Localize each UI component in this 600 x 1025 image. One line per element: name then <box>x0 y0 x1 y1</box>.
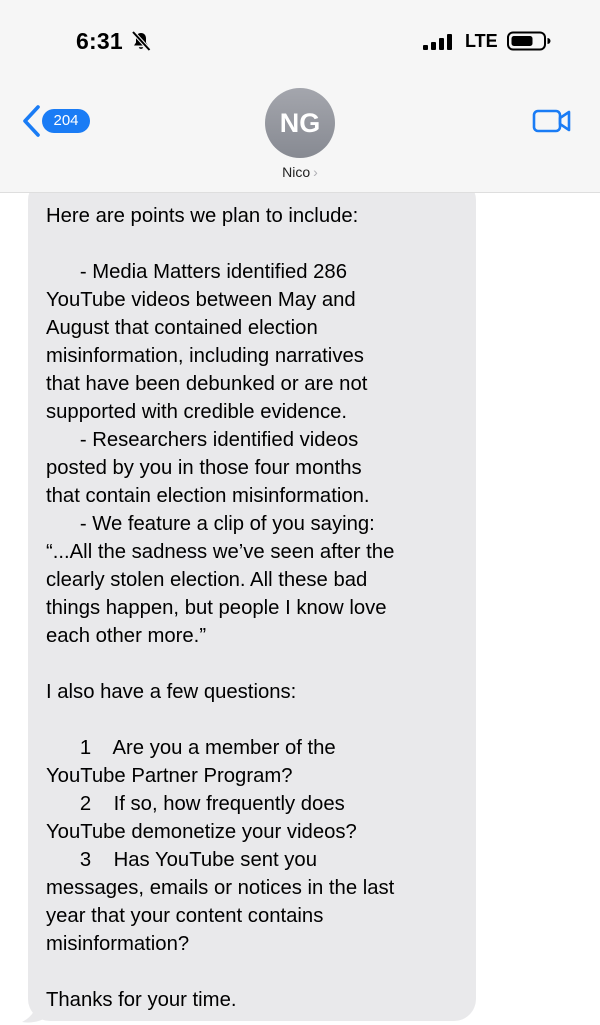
chevron-right-icon: › <box>313 164 318 180</box>
message-line <box>46 230 466 258</box>
status-time: 6:31 <box>76 28 123 54</box>
message-line: “...All the sadness we’ve seen after the <box>46 541 395 563</box>
message-line <box>46 958 466 986</box>
contact-avatar[interactable]: NG <box>265 88 335 158</box>
message-line: 1 Are you a member of the <box>46 737 336 759</box>
message-text <box>46 202 466 1014</box>
message-line: 3 Has YouTube sent you <box>46 849 317 871</box>
message-line: Here are points we plan to include: <box>46 205 359 227</box>
message-line: 2 If so, how frequently does <box>46 793 345 815</box>
message-line: misinformation? <box>46 933 190 955</box>
message-line: year that your content contains <box>46 905 324 927</box>
message-line: misinformation, including narratives <box>46 345 364 367</box>
message-line: posted by you in those four months <box>46 457 362 479</box>
message-line: YouTube demonetize your videos? <box>46 821 357 843</box>
message-line: that have been debunked or are not <box>46 373 368 395</box>
message-line: August that contained election <box>46 317 318 339</box>
message-line: that contain election misinformation. <box>46 485 370 507</box>
message-line: I also have a few questions: <box>46 681 297 703</box>
message-line: supported with credible evidence. <box>46 401 348 423</box>
message-line <box>46 650 466 678</box>
contact-name: Nico <box>282 164 311 180</box>
network-type: LTE <box>465 31 498 51</box>
message-line: things happen, but people I know love <box>46 597 387 619</box>
bell-slash-icon <box>130 30 152 52</box>
message-line: each other more.” <box>46 625 207 647</box>
contact-name-button[interactable] <box>0 164 600 180</box>
message-line: messages, emails or notices in the last <box>46 877 395 899</box>
message-line: clearly stolen election. All these bad <box>46 569 368 591</box>
message-line: YouTube Partner Program? <box>46 765 293 787</box>
message-line: - Researchers identified videos <box>46 429 359 451</box>
message-line: - Media Matters identified 286 <box>46 261 347 283</box>
signal-bars-icon <box>423 34 453 50</box>
unread-count-badge[interactable]: 204 <box>42 109 90 133</box>
battery-icon <box>507 31 551 51</box>
message-line: - We feature a clip of you saying: <box>46 513 375 535</box>
message-line <box>46 706 466 734</box>
conversation-header <box>0 0 600 193</box>
message-line: Thanks for your time. <box>46 989 237 1011</box>
facetime-video-icon[interactable] <box>532 107 572 135</box>
chevron-left-icon[interactable] <box>20 104 44 138</box>
message-line: YouTube videos between May and <box>46 289 356 311</box>
